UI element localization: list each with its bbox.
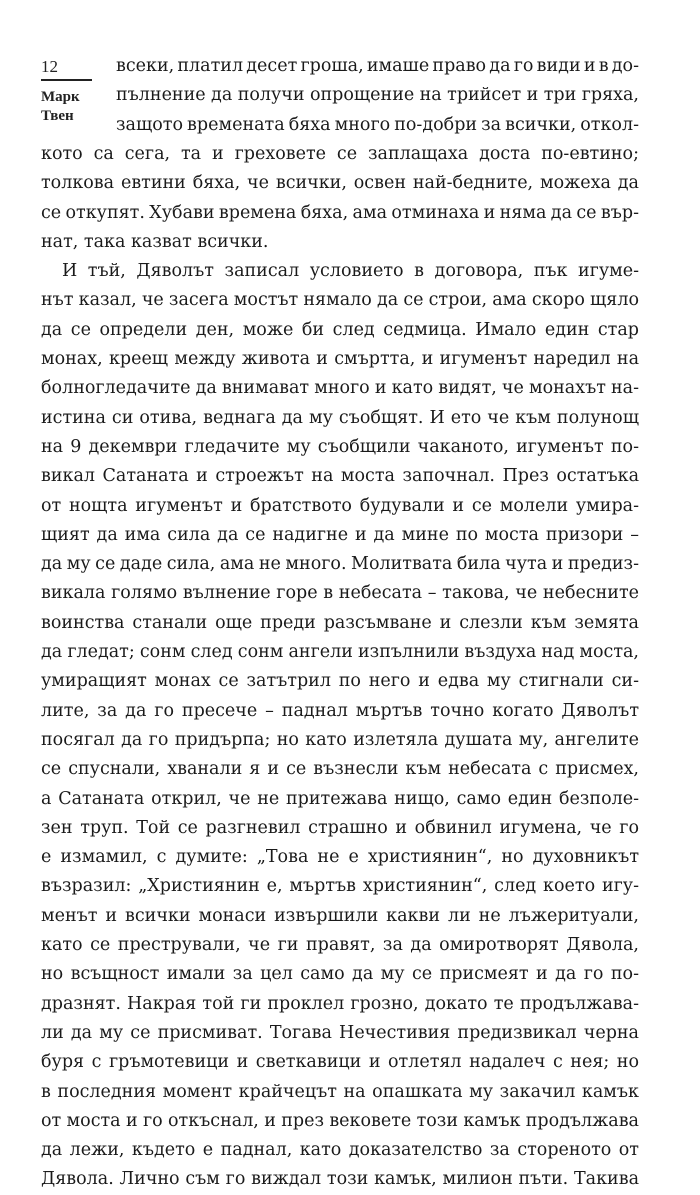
text-line: в последния момент крайчецът на опашката му закачил камък: [41, 1081, 639, 1102]
text-line: е измамил, с думите: „Това не е християнин“, но духовникът: [41, 847, 639, 868]
page-number: 12: [41, 57, 58, 76]
running-head-line-1: Марк: [41, 89, 80, 105]
text-line: буря с гръмотевици и светкавици и отлетял надалеч с нея; но: [41, 1052, 639, 1073]
text-line: менът и всички монаси извършили какви ли не лъжеритуали,: [41, 905, 639, 926]
text-line: защото времената бяха много по-добри за всички, откол-: [116, 114, 639, 135]
text-line: а Сатаната открил, че не притежава нищо, само един безполе-: [41, 788, 639, 809]
running-head-line-2: Твен: [41, 108, 74, 124]
text-line: на 9 декември гледачите му съобщили чаканото, игуменът по-: [41, 436, 639, 457]
text-line: викал Сатаната и строежът на моста започнал. През остатъка: [41, 466, 639, 487]
text-line: викала голямо вълнение горе в небесата – такова, че небесните: [41, 583, 639, 604]
text-line: от моста и го откъснал, и през вековете този камък продължава: [41, 1110, 639, 1131]
text-line: И тъй, Дяволът записал условието в договора, пък игуме-: [62, 261, 639, 282]
text-line: възразил: „Християнин е, мъртъв християнин“, след което игу-: [41, 876, 639, 897]
text-line: да се определи ден, може би след седмица. Имало един стар: [41, 319, 639, 340]
text-line: лите, за да го пресече – паднал мъртъв точно когато Дяволът: [41, 700, 639, 721]
text-line: воинства станали още преди разсъмване и слезли към земята: [41, 612, 639, 633]
text-line: нат, така казват всички.: [41, 231, 269, 252]
text-line: Дявола. Лично съм го виждал този камък, милион пъти. Такива: [41, 1169, 639, 1190]
text-line: да гледат; сонм след сонм ангели изпълнили въздуха над моста,: [41, 642, 639, 662]
text-line: да му се даде сила, ама не много. Молитвата била чута и предиз-: [41, 554, 639, 575]
text-line: зен труп. Той се разгневил страшно и обвинил игумена, че го: [41, 817, 639, 838]
text-line: да лежи, където е паднал, като доказателство за стореното от: [41, 1140, 639, 1161]
text-line: монах, креещ между живота и смъртта, и игуменът наредил на: [41, 349, 639, 369]
text-line: от нощта игуменът и братството будували и се молели умира-: [41, 495, 639, 516]
text-line: щият да има сила да се надигне и да мине по моста призори –: [41, 524, 639, 545]
text-line: като се престрували, че ги правят, за да омиротворят Дявола,: [41, 935, 639, 955]
text-line: истина си отива, веднага да му съобщят. И ето че към полунощ: [41, 407, 639, 428]
text-line: всеки, платил десет гроша, имаше право да го види и в до-: [116, 56, 639, 76]
text-line: се откупят. Хубави времена бяха, ама отминаха и няма да се вър-: [41, 202, 639, 223]
text-line: кото са сега, та и греховете се заплащаха доста по-евтино;: [41, 143, 639, 164]
text-line: болногледачите да внимават много и като видят, че монахът на-: [41, 378, 639, 399]
text-line: ли да му се присмиват. Тогава Нечестивия предизвикал черна: [41, 1022, 639, 1043]
text-line: умиращият монах се затътрил по него и едва му стигнали си-: [41, 671, 639, 692]
text-line: се спуснали, хванали я и се възнесли към небесата с присмех,: [41, 759, 639, 780]
text-line: посягал да го придърпа; но като излетяла душата му, ангелите: [41, 729, 639, 750]
text-line: пълнение да получи опрощение на трийсет и три гряха,: [116, 85, 639, 106]
text-line: нът казал, че засега мостът нямало да се строи, ама скоро щяло: [41, 290, 639, 311]
text-line: дразнят. Накрая той ги проклел грозно, докато те продължава-: [41, 993, 639, 1014]
text-line: но всъщност имали за цел само да му се присмеят и да го по-: [41, 964, 639, 985]
text-line: толкова евтини бяха, че всички, освен най-бедните, можеха да: [41, 173, 639, 194]
